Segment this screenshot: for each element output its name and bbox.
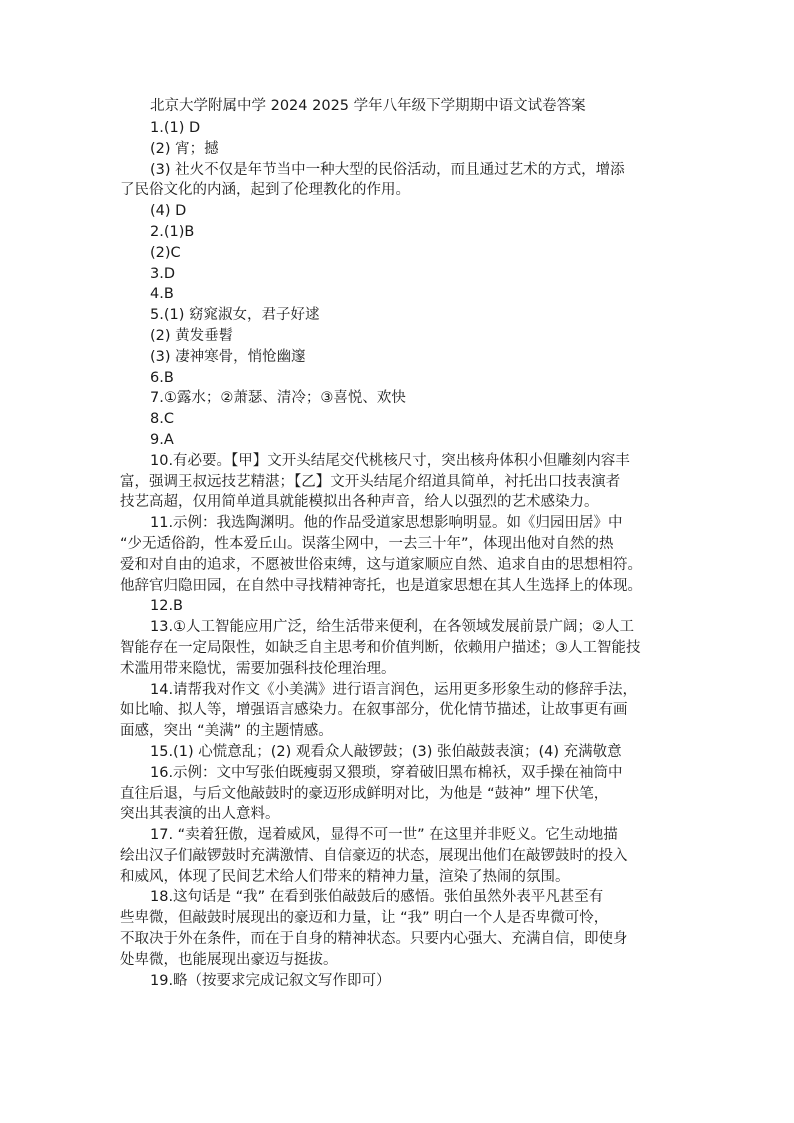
answer-line: 14.请帮我对作文《小美满》进行语言润色，运用更多形象生动的修辞手法， — [150, 681, 638, 698]
answer-line: (4) D — [150, 203, 187, 220]
answer-line: 面感，突出 “美满” 的主题情感。 — [120, 723, 333, 740]
answer-line: 处卑微，也能展现出豪迈与挺拔。 — [120, 951, 338, 968]
answer-line: 10.有必要。【甲】文开头结尾交代桃核尺寸，突出核舟体积小但雕刻内容丰 — [150, 452, 630, 469]
answer-line: 富，强调王叔远技艺精湛；【乙】文开头结尾介绍道具简单，衬托出口技表演者 — [120, 473, 621, 490]
answer-line: 7.①露水；②萧瑟、清冷；③喜悦、欢快 — [150, 390, 406, 407]
answer-line: 不取决于外在条件，而在于自身的精神状态。只要内心强大、充满自信，即使身 — [120, 931, 628, 948]
document-title: 北京大学附属中学 2024 2025 学年八年级下学期期中语文试卷答案 — [150, 98, 586, 114]
answer-line: 1.(1) D — [150, 120, 201, 136]
answer-line: (3) 凄神寒骨，悄怆幽邃 — [150, 348, 306, 365]
answer-line: 15.(1) 心慌意乱；(2) 观看众人敲锣鼓；(3) 张伯敲鼓表演；(4) 充满敬意 — [150, 743, 622, 760]
answer-line: 12.B — [150, 598, 184, 615]
answer-line: 9.A — [150, 431, 174, 448]
answer-line: 技艺高超，仅用简单道具就能模拟出各种声音，给人以强烈的艺术感染力。 — [120, 494, 599, 511]
answer-line: 8.C — [150, 411, 174, 428]
answer-line: 爱和对自由的追求，不愿被世俗束缚，这与道家顺应自然、追求自由的思想相符。 — [120, 556, 642, 573]
answer-line: (2)C — [150, 244, 181, 261]
answer-line: 绘出汉子们敲锣鼓时充满激情、自信豪迈的状态，展现出他们在敲锣鼓时的投入 — [120, 847, 628, 864]
answer-line: 4.B — [150, 286, 174, 303]
answer-line: “少无适俗韵，性本爱丘山。误落尘网中，一去三十年”，体现出他对自然的热 — [120, 535, 614, 552]
answer-line: 突出其表演的出人意料。 — [120, 806, 280, 823]
answer-line: 6.B — [150, 369, 174, 386]
answer-line: 18.这句话是 “我” 在看到张伯敲鼓后的感悟。张伯虽然外表平凡甚至有 — [150, 889, 604, 906]
answer-line: 他辞官归隐田园，在自然中寻找精神寄托，也是道家思想在其人生选择上的体现。 — [120, 577, 642, 594]
answer-line: 直往后退，与后文他敲鼓时的豪迈形成鲜明对比，为他是 “鼓神” 埋下伏笔， — [120, 785, 609, 802]
answer-line: 19.略（按要求完成记叙文写作即可） — [150, 972, 391, 989]
answer-line: 智能存在一定局限性，如缺乏自主思考和价值判断，依赖用户描述；③人工智能技 — [120, 639, 641, 656]
answer-line: 13.①人工智能应用广泛，给生活带来便利，在各领域发展前景广阔；②人工 — [150, 619, 635, 636]
answer-line: 16.示例：文中写张伯既瘦弱又猥琐，穿着破旧黑布棉袄，双手操在袖筒中 — [150, 764, 623, 781]
answer-line: 些卑微，但敲鼓时展现出的豪迈和力量，让 “我” 明白一个人是否卑微可怜， — [120, 910, 609, 927]
answer-line: 和威风，体现了民间艺术给人们带来的精神力量，渲染了热闹的氛围。 — [120, 868, 570, 885]
answer-line: (3) 社火不仅是年节当中一种大型的民俗活动，而且通过艺术的方式，增添 — [150, 161, 625, 178]
answer-line: 17. “卖着狂傲，逞着威风，显得不可一世” 在这里并非贬义。它生动地描 — [150, 827, 618, 844]
answer-line: 术滥用带来隐忧，需要加强科技伦理治理。 — [120, 660, 396, 677]
answer-list — [0, 118, 794, 991]
answer-line: (2) 黄发垂髫 — [150, 327, 234, 344]
answer-line: 了民俗文化的内涵，起到了伦理教化的作用。 — [120, 182, 410, 199]
answer-line: (2) 宵；撼 — [150, 140, 219, 157]
answer-line: 11.示例：我选陶渊明。他的作品受道家思想影响明显。如《归园田居》中 — [150, 515, 623, 532]
answer-line: 3.D — [150, 265, 175, 282]
answer-line: 5.(1) 窈窕淑女，君子好逑 — [150, 307, 320, 324]
answer-line: 如比喻、拟人等，增强语言感染力。在叙事部分，优化情节描述，让故事更有画 — [120, 702, 628, 719]
answer-line: 2.(1)B — [150, 223, 195, 240]
